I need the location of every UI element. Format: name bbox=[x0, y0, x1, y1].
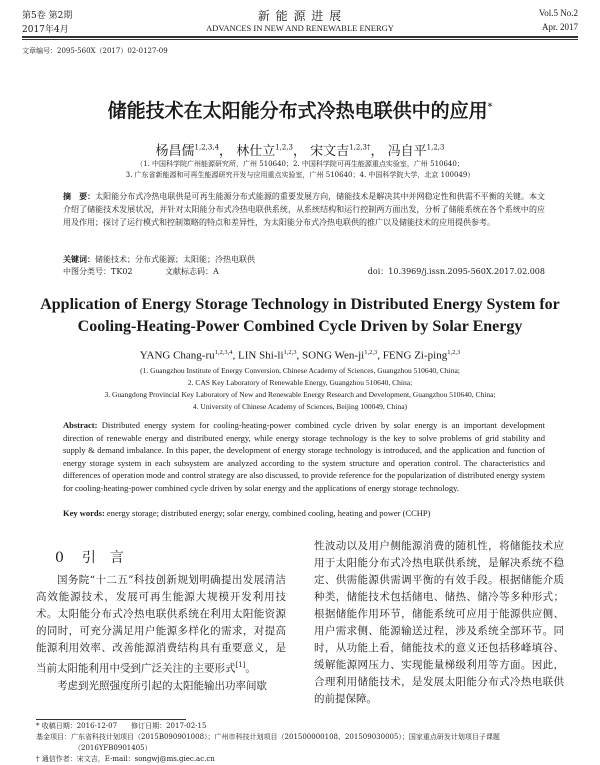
abstract-en-text: Distributed energy system for cooling-heating-power combined cycle driven by solar energy is an important development direction of renewable energy and distributed energy, while energy storage technology is the key to solve problems of grid stability and supply & demand imbalance. In this paper, the development of energy storage technology is introduced, and the application and function of energy storage system in each subsystem are analyzed according to the system structure and operation control. The characteristics and differences of operation mode and control strategy are also discussed, to provide reference for the popularization of distributed energy system for cooling-heating-power combined cycle driven by solar energy and the applications of energy storage technology. bbox=[63, 420, 546, 493]
section-title: 引 言 bbox=[81, 550, 124, 566]
footnote-line: 基金项目：广东省科技计划项目（2015B090901008）；广州市科技计划项目（201500000108、201509030005）；国家重点研发计划项目子课题 bbox=[36, 733, 500, 741]
affiliation-cn bbox=[0, 159, 600, 181]
author-cn: 冯自平 bbox=[387, 144, 427, 159]
doc-code-label: 文献标志码： bbox=[165, 267, 214, 276]
body-paragraph: 考虑到光照强度所引起的太阳能输出功率间歇 bbox=[57, 679, 267, 692]
affiliation-cn-line: 3. 广东省新能源和可再生能源研究开发与应用重点实验室，广州 510640；4. 中国科学院大学，北京 100049） bbox=[125, 171, 475, 179]
header-journal-cn: 新 能 源 进 展 bbox=[257, 9, 343, 23]
title-cn bbox=[0, 96, 600, 123]
clc-value: TK02 bbox=[111, 267, 133, 276]
section-number: 0 bbox=[55, 550, 64, 566]
author-cn-sup: 1,2,3 bbox=[275, 143, 294, 152]
author-cn: 林仕立 bbox=[236, 144, 276, 159]
abstract-cn-label: 摘 要： bbox=[63, 191, 96, 201]
affiliation-en-line: 4. University of Chinese Academy of Sciences, Beijing 100049, China) bbox=[192, 402, 408, 411]
footnote-line: * 收稿日期：2016-12-07 修订日期：2017-02-15 bbox=[36, 722, 207, 730]
header-date-en: Apr. 2017 bbox=[542, 22, 578, 32]
keywords-en bbox=[63, 507, 545, 520]
author-cn: 杨昌儒 bbox=[155, 144, 195, 159]
author-en-sup: 1,2,3 bbox=[283, 349, 297, 356]
header-date-cn: 2017年4月 bbox=[22, 25, 69, 35]
section-heading bbox=[55, 547, 124, 567]
body-paragraph: 性波动以及用户侧能源消费的随机性，将储能技术应用于太阳能分布式冷热电联供系统，是解决系统不稳定、供需能源供需调平衡的有效手段。根据储能介质种类，储能技术包括储电、储热、储冷等多种形式；根据储能作用环节，储能系统可应用于能源供应侧、用户需求侧、能源输送过程，涉及系统全部环节。同时，从功能上看，储能技术的意义还包括移峰填谷、缓解能源网压力、实现能量梯级利用等方面。因此，合理利用储能技术，是发展太阳能分布式冷热电联供的前提保障。 bbox=[314, 540, 564, 705]
keywords-en-label: Key words: bbox=[63, 508, 105, 518]
affiliation-en-line: 3. Guangdong Provincial Key Laboratory of New and Renewable Energy Research and Development, Guangzhou 510640, China; bbox=[104, 390, 496, 399]
title-en-line: Application of Energy Storage Technology in Distributed Energy System for bbox=[40, 296, 560, 313]
author-en: FENG Zi-ping bbox=[382, 349, 448, 362]
title-en-line: Cooling-Heating-Power Combined Cycle Driven by Solar Energy bbox=[77, 318, 523, 335]
affiliation-en-line: 2. CAS Key Laboratory of Renewable Energy, Guangzhou 510640, China; bbox=[187, 378, 413, 387]
classification-row bbox=[63, 266, 545, 277]
keywords-cn-label: 关键词： bbox=[63, 254, 95, 264]
author-en: SONG Wen-ji bbox=[302, 349, 365, 362]
affiliation-cn-line: （1. 中国科学院广州能源研究所，广州 510640；2. 中国科学院可再生能源重点实验室，广州 510640； bbox=[136, 160, 464, 168]
affiliation-en bbox=[0, 365, 600, 413]
title-en bbox=[0, 294, 600, 338]
author-en-sup: 1,2,3,4 bbox=[214, 349, 233, 356]
header-rule bbox=[22, 36, 578, 38]
footnote-line: † 通信作者：宋文吉，E-mail：songwj@ms.giec.ac.cn bbox=[36, 755, 215, 763]
authors-cn: 杨昌儒$^{1,2,3,4}$， 林仕立$^{1,2,3}$， 宋文吉$^{1,2,3\dagger}$， 冯自平$^{1,2,3}$ bbox=[155, 143, 445, 159]
author-cn-sup: 1,2,3 bbox=[426, 143, 445, 152]
article-number: 文章编号：2095-560X（2017）02-0127-09 bbox=[22, 47, 168, 55]
footnote-rule bbox=[36, 719, 186, 720]
abstract-en-label: Abstract: bbox=[63, 420, 98, 430]
doi: doi：10.3969/j.issn.2095-560X.2017.02.008 bbox=[367, 267, 545, 276]
header-rule-thin bbox=[22, 39, 578, 40]
author-cn-sup: 1,2,3,4 bbox=[194, 143, 220, 152]
affiliation-en-line: (1. Guangzhou Institute of Energy Conversion, Chinese Academy of Sciences, Guangzhou 510640, China; bbox=[140, 366, 460, 375]
citation: [1] bbox=[235, 661, 246, 669]
author-en: LIN Shi-li bbox=[238, 349, 284, 362]
body-paragraph-text: 国务院“十二五”科技创新规划明确提出发展清洁高效能源技术，发展可再生能源大规模开发利用技术。太阳能分布式冷热电联供系统在利用太阳能资源的同时，可充分满足用户能源多样化的需求，对提高能源利用效率、改善能源消费结构具有重要意义，是当前太阳能利用中受到广泛关注的主要形式 bbox=[36, 574, 286, 675]
abstract-cn bbox=[63, 190, 545, 229]
body-right-column bbox=[314, 538, 564, 708]
clc-label: 中图分类号： bbox=[63, 267, 111, 276]
keywords-en-text: energy storage; distributed energy; solar energy, combined cooling, heating and power (CCHP) bbox=[106, 508, 431, 518]
footnotes bbox=[36, 721, 576, 765]
header-journal-en: ADVANCES IN NEW AND RENEWABLE ENERGY bbox=[206, 23, 394, 33]
title-footnote-mark: * bbox=[487, 102, 493, 113]
author-en-sup: 1,2,3 bbox=[447, 349, 461, 356]
header-volume-en: Vol.5 No.2 bbox=[538, 8, 578, 18]
keywords-cn bbox=[63, 253, 545, 266]
authors-en: YANG Chang-ru$^{1,2,3,4}$, LIN Shi-li$^{1,2,3}$, SONG Wen-ji$^{1,2,3}$, FENG Zi-ping$^{1,2,3}$ bbox=[139, 349, 461, 362]
author-en: YANG Chang-ru bbox=[139, 349, 215, 362]
title-cn-text: 储能技术在太阳能分布式冷热电联供中的应用 bbox=[107, 100, 488, 122]
body-left-column bbox=[36, 572, 286, 695]
author-en-sup: 1,2,3 bbox=[364, 349, 378, 356]
keywords-cn-text: 储能技术；分布式能源；太阳能；冷热电联供 bbox=[95, 255, 255, 264]
abstract-cn-text: 太阳能分布式冷热电联供是可再生能源分布式能源的重要发展方向，储能技术是解决其中并网稳定性和供需不平衡的关键。本文介绍了储能技术发展状况，并针对太阳能分布式冷热电联供系统，从系统结构和运行控制两方面出发，分析了储能系统在各个系统中的应用及作用；探讨了运行模式和控制策略的特点和差异性，为太阳能分布式冷热电联供的推广以及储能技术的应用提供参考。 bbox=[63, 192, 545, 227]
footnote-line: （2016YFB0901405） bbox=[74, 744, 152, 752]
header-volume-cn: 第5卷 第2期 bbox=[22, 11, 73, 21]
abstract-en bbox=[63, 419, 545, 494]
author-cn-sup: 1,2,3† bbox=[349, 143, 371, 152]
doc-code-value: A bbox=[213, 267, 219, 276]
body-paragraph: 国务院“十二五”科技创新规划明确提出发展清洁高效能源技术，发展可再生能源大规模开发利用技术。太阳能分布式冷热电联供系统在利用太阳能资源的同时，可充分满足用户能源多样化的需求，对提高能源利用效率、改善能源消费结构具有重要意义，是当前太阳能利用中受到广泛关注的主要形式[1]。 bbox=[36, 574, 286, 675]
author-cn: 宋文吉 bbox=[310, 144, 350, 159]
